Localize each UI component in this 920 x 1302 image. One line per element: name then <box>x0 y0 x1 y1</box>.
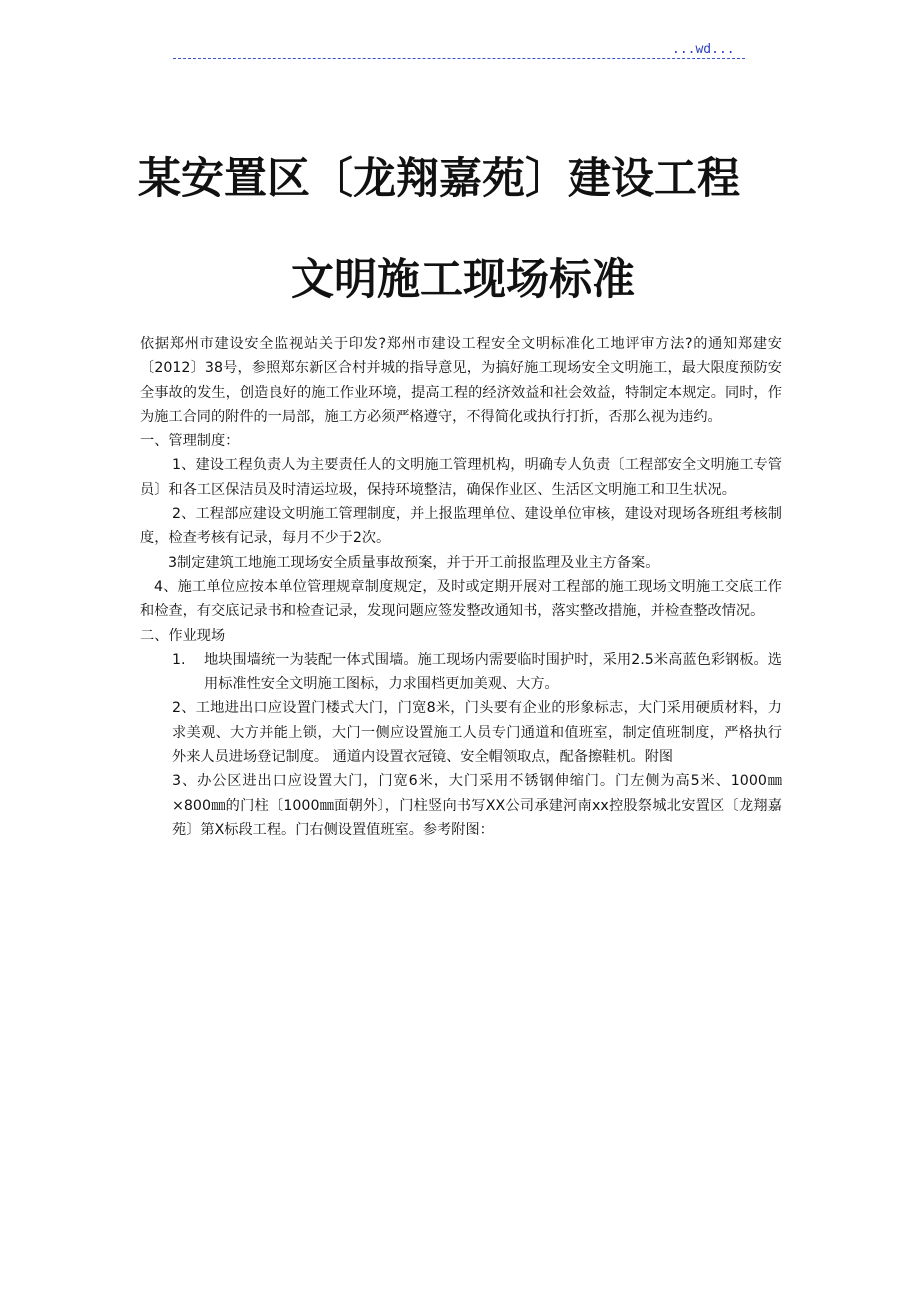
section1-item-3: 3制定建筑工地施工现场安全质量事故预案，并于开工前报监理及业主方备案。 <box>168 554 660 571</box>
section2-item-1-number: 1. <box>172 651 186 668</box>
section2-item-2: 2、工地进出口应设置门楼式大门，门宽8米，门头要有企业的形象标志，大门采用硬质材料，力求美观、大方并能上锁，大门一侧应设置施工人员专门通道和值班室，制定值班制度，严格执行外来人员进场登记制度。 通道内设置衣冠镜、安全帽领取点，配备擦鞋机。附图 <box>172 700 782 766</box>
document-title-line1 <box>0 145 920 206</box>
section1-item-4: 4、施工单位应按本单位管理规章制度规定，及时或定期开展对工程部的施工现场文明施工交底工作和检查，有交底记录书和检查记录，发现问题应签发整改通知书，落实整改措施，并检查整改情况。 <box>140 578 782 620</box>
section1-item-2: 2、工程部应建设文明施工管理制度，并上报监理单位、建设单位审核，建设对现场各班组考核制度，检查考核有记录，每月不少于2次。 <box>140 506 782 547</box>
section2-item-1-text: 地块围墙统一为装配一体式围墙。施工现场内需要临时围护时，采用2.5米高蓝色彩钢板。选用标准性安全文明施工图标，力求围档更加美观、大方。 <box>204 651 782 693</box>
section1-heading: 一、管理制度： <box>140 433 240 450</box>
title-line2-text: 文明施工现场标准 <box>291 255 635 305</box>
document-body <box>140 332 782 842</box>
header-divider <box>173 58 745 59</box>
section2-list <box>140 648 782 697</box>
section2-item-1 <box>172 648 782 697</box>
section2-item-3: 3、办公区进出口应设置大门，门宽6米，大门采用不锈钢伸缩门。门左侧为高5米、1000㎜×800㎜的门柱〔1000㎜面朝外〕，门柱竖向书写XX公司承建河南xx控股祭城北安置区〔龙翔嘉苑〕第X标段工程。门右侧设置值班室。参考附图： <box>172 773 782 838</box>
title-line1-text: 某安置区〔龙翔嘉苑〕建设工程 <box>138 154 740 204</box>
intro-paragraph: 依据郑州市建设安全监视站关于印发?郑州市建设工程安全文明标准化工地评审方法?的通知郑建安〔2012〕38号，参照郑东新区合村并城的指导意见，为搞好施工现场安全文明施工，最大限度预防安全事故的发生，创造良好的施工作业环境，提高工程的经济效益和社会效益，特制定本规定。同时，作为施工合同的附件的一局部，施工方必须严格遵守，不得简化或执行打折，否那么视为违约。 <box>140 336 782 425</box>
section2-heading: 二、作业现场 <box>140 627 226 644</box>
header-mark: ...wd... <box>672 42 735 57</box>
document-title-line2 <box>0 246 920 307</box>
section1-item-1: 1、建设工程负责人为主要责任人的文明施工管理机构，明确专人负责〔工程部安全文明施工专管员〕和各工区保洁员及时清运垃圾，保持环境整洁，确保作业区、生活区文明施工和卫生状况。 <box>140 457 782 498</box>
